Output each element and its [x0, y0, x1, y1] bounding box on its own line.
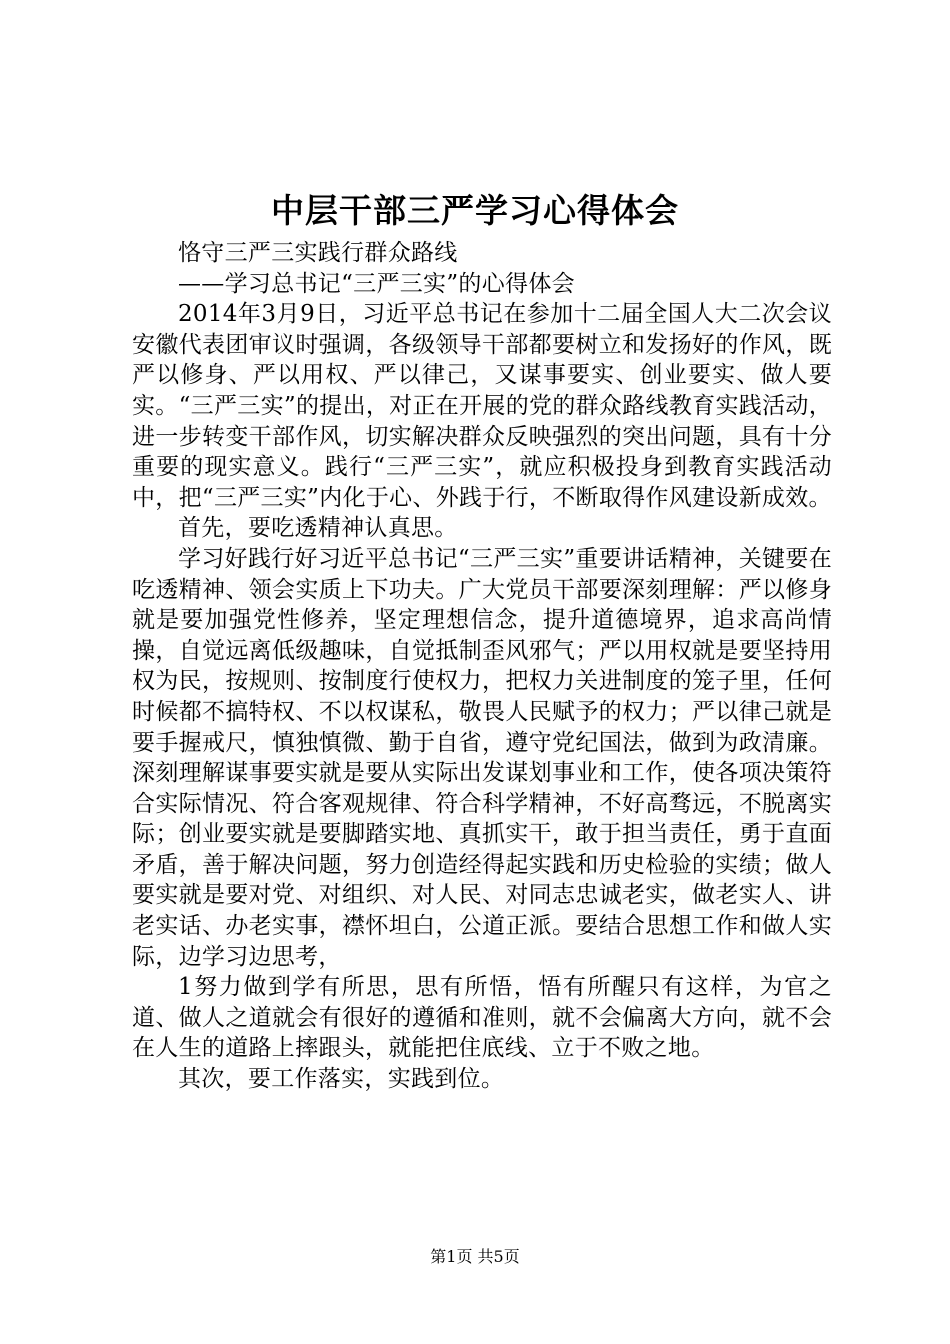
- document-title: 中层干部三严学习心得体会: [271, 191, 679, 230]
- document-body: [132, 238, 832, 1095]
- paragraph-heading-first: 首先，要吃透精神认真思。: [178, 515, 458, 542]
- paragraph-intro: 2014年3月9日，习近平总书记在参加十二届全国人大二次会议安徽代表团审议时强调，各级领导干部都要树立和发扬好的作风，既严以修身、严以用权、严以律己，又谋事要实、创业要实、做人要实。“三严三实”的提出，对正在开展的党的群众路线教育实践活动，进一步转变干部作风，切实解决群众反映强烈的突出问题，具有十分重要的现实意义。践行“三严三实”，就应积极投身到教育实践活动中，把“三严三实”内化于心、外践于行，不断取得作风建设新成效。: [132, 301, 832, 511]
- paragraph-subtitle: 恪守三严三实践行群众路线: [178, 240, 458, 266]
- paragraph-effort: 1努力做到学有所思，思有所悟，悟有所醒只有这样，为官之道、做人之道就会有很好的遵循和准则，就不会偏离大方向，就不会在人生的道路上摔跟头，就能把住底线、立于不败之地。: [132, 974, 832, 1062]
- paragraph-study: 学习好践行好习近平总书记“三严三实”重要讲话精神，关键要在吃透精神、领会实质上下功夫。广大党员干部要深刻理解：严以修身就是要加强党性修养，坚定理想信念，提升道德境界，追求高尚情操，自觉远离低级趣味，自觉抵制歪风邪气；严以用权就是要坚持用权为民，按规则、按制度行使权力，把权力关进制度的笼子里，任何时候都不搞特权、不以权谋私，敬畏人民赋予的权力；严以律己就是要手握戒尺，慎独慎微、勤于自省，遵守党纪国法，做到为政清廉。深刻理解谋事要实就是要从实际出发谋划事业和工作，使各项决策符合实际情况、符合客观规律、符合科学精神，不好高骛远，不脱离实际；创业要实就是要脚踏实地、真抓实干，敢于担当责任，勇于直面矛盾，善于解决问题，努力创造经得起实践和历史检验的实绩；做人要实就是要对党、对组织、对人民、对同志忠诚老实，做老实人、讲老实话、办老实事，襟怀坦白，公道正派。要结合思想工作和做人实际，边学习边思考，: [132, 545, 832, 970]
- page-footer: 第1页 共5页: [430, 1247, 520, 1266]
- paragraph-heading-second: 其次，要工作落实，实践到位。: [178, 1066, 505, 1093]
- paragraph-subtitle-dash: ——学习总书记“三严三实”的心得体会: [178, 270, 575, 297]
